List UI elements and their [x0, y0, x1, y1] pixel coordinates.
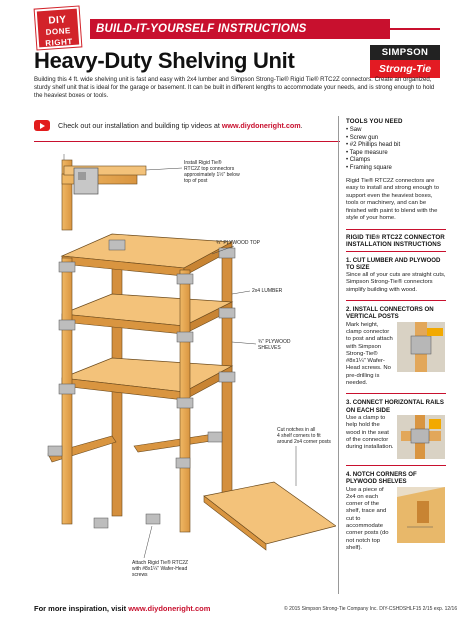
simpson-brand-logo — [370, 45, 440, 78]
tool-item: • Clamps — [346, 157, 446, 165]
step-2-text: Mark height, clamp connector to post and attach with Simpson Strong-Tie® #8x1¼" Wafer-Head screws. No pre-drilling is needed. — [346, 321, 393, 387]
step-2-photo — [397, 322, 445, 372]
video-text — [58, 121, 303, 130]
lumber-callout: 2x4 LUMBER — [252, 288, 283, 294]
brand-top: SIMPSON — [370, 45, 440, 60]
loose-plywood-sheet — [204, 482, 336, 550]
attach-callout-1: Attach Rigid Tie® RTC2Z — [132, 560, 189, 566]
sidebar — [346, 118, 446, 552]
tool-item: • Saw — [346, 127, 446, 135]
sidebar-rule — [346, 300, 446, 301]
step-3-text: Use a clamp to help hold the wood in the seat of the connector during installation. — [346, 414, 394, 451]
logo-line-2: DONE — [45, 26, 72, 37]
step-4-title: 4. NOTCH CORNERS OF PLYWOOD SHELVES — [346, 470, 417, 486]
tool-item: • Tape measure — [346, 150, 446, 158]
banner-rule — [390, 28, 440, 30]
shelf-middle — [62, 294, 232, 334]
step-3 — [346, 399, 446, 459]
step-1-text: Since all of your cuts are straight cuts, Simpson Strong-Tie® connectors simplify building with wood. — [346, 272, 446, 293]
plywood-shelves-callout-1: ¾" PLYWOOD — [258, 339, 291, 345]
logo-line-1: DIY — [48, 14, 67, 27]
notches-callout-1: Cut notches in all — [277, 427, 316, 433]
diy-done-right-logo — [35, 7, 82, 50]
logo-line-3: RIGHT — [45, 37, 73, 48]
shelving-unit-illustration — [34, 146, 336, 594]
attach-callout-2: with #8x1¼" Wafer-Head — [132, 566, 188, 572]
step-4 — [346, 471, 446, 552]
plywood-shelves-callout-2: SHELVES — [258, 345, 281, 351]
install-heading: RIGID TIE® RTC2Z CONNECTOR INSTALLATION INSTRUCTIONS — [346, 233, 445, 248]
plywood-top-callout: ¾" PLYWOOD TOP — [216, 240, 261, 246]
column-divider — [338, 116, 339, 594]
step-4-photo — [397, 487, 445, 543]
top-connector-callout-2: RTC2Z top connectors — [184, 166, 235, 172]
top-connector-callout-3: approximately 1½" below — [184, 172, 240, 178]
youtube-play-icon[interactable] — [34, 120, 50, 131]
video-suffix: . — [300, 121, 303, 130]
step-2 — [346, 306, 446, 387]
sidebar-rule — [346, 229, 446, 230]
video-row — [34, 118, 334, 134]
section-divider — [34, 141, 340, 142]
sidebar-rule — [346, 465, 446, 466]
header-banner: BUILD-IT-YOURSELF INSTRUCTIONS — [90, 19, 390, 39]
tool-item: • Screw gun — [346, 135, 446, 143]
step-2-title: 2. INSTALL CONNECTORS ON VERTICAL POSTS — [346, 306, 434, 321]
shelf-top — [62, 234, 232, 276]
step-3-photo — [397, 415, 445, 459]
tools-heading: TOOLS YOU NEED — [346, 118, 403, 125]
page-title: Heavy-Duty Shelving Unit — [34, 48, 295, 73]
footer-inspiration — [34, 604, 210, 613]
footer-link[interactable]: www.diydoneright.com — [128, 604, 211, 613]
top-connector-callout-4: top of post — [184, 178, 208, 184]
tool-item: • #2 Phillips head bit — [346, 142, 446, 150]
brand-bottom: Strong-Tie — [370, 60, 440, 78]
notches-callout-2: 4 shelf corners to fit — [277, 433, 321, 439]
step-3-title: 3. CONNECT HORIZONTAL RAILS ON EACH SIDE — [346, 399, 444, 414]
video-link[interactable]: www.diydoneright.com — [221, 121, 301, 130]
footer-copyright: © 2015 Simpson Strong-Tie Company Inc. DIY-CSHDSHLF15 2/15 exp. 12/16 — [284, 606, 458, 612]
notches-callout-3: around 2x4 corner posts — [277, 439, 331, 445]
tools-list — [346, 127, 446, 173]
attach-callout-3: screws — [132, 572, 148, 578]
tools-note: Rigid Tie® RTC2Z connectors are easy to install and strong enough to support even the heaviest boxes, tools or machinery, and can be finished with paint to blend with the style of your home. — [346, 177, 440, 222]
footer-left-text: For more inspiration, visit — [34, 604, 129, 613]
shelf-lower — [62, 358, 232, 400]
intro-text: Building this 4 ft. wide shelving unit is fast and easy with 2x4 lumber and Simpson Strong-Tie® Rigid Tie® RTC2Z connectors. Create an organized, sturdy shelf unit that is ideal for the garage or basement. It can be built in different lengths to accommodate your needs, and is strong enough to hold the heaviest boxes or tools. — [34, 76, 435, 100]
step-1 — [346, 257, 446, 294]
sidebar-rule — [346, 251, 446, 252]
step-4-text: Use a piece of 2x4 on each corner of the shelf, trace and cut to accommodate corner posts (do not notch top shelf). — [346, 486, 389, 551]
top-connector-callout-1: Install Rigid Tie® — [184, 160, 222, 166]
sidebar-rule — [346, 393, 446, 394]
step-1-title: 1. CUT LUMBER AND PLYWOOD TO SIZE — [346, 256, 441, 271]
tool-item: • Framing square — [346, 165, 446, 173]
connector-detail-inset — [62, 154, 146, 230]
video-text-label: Check out our installation and building tip videos at — [58, 121, 222, 130]
